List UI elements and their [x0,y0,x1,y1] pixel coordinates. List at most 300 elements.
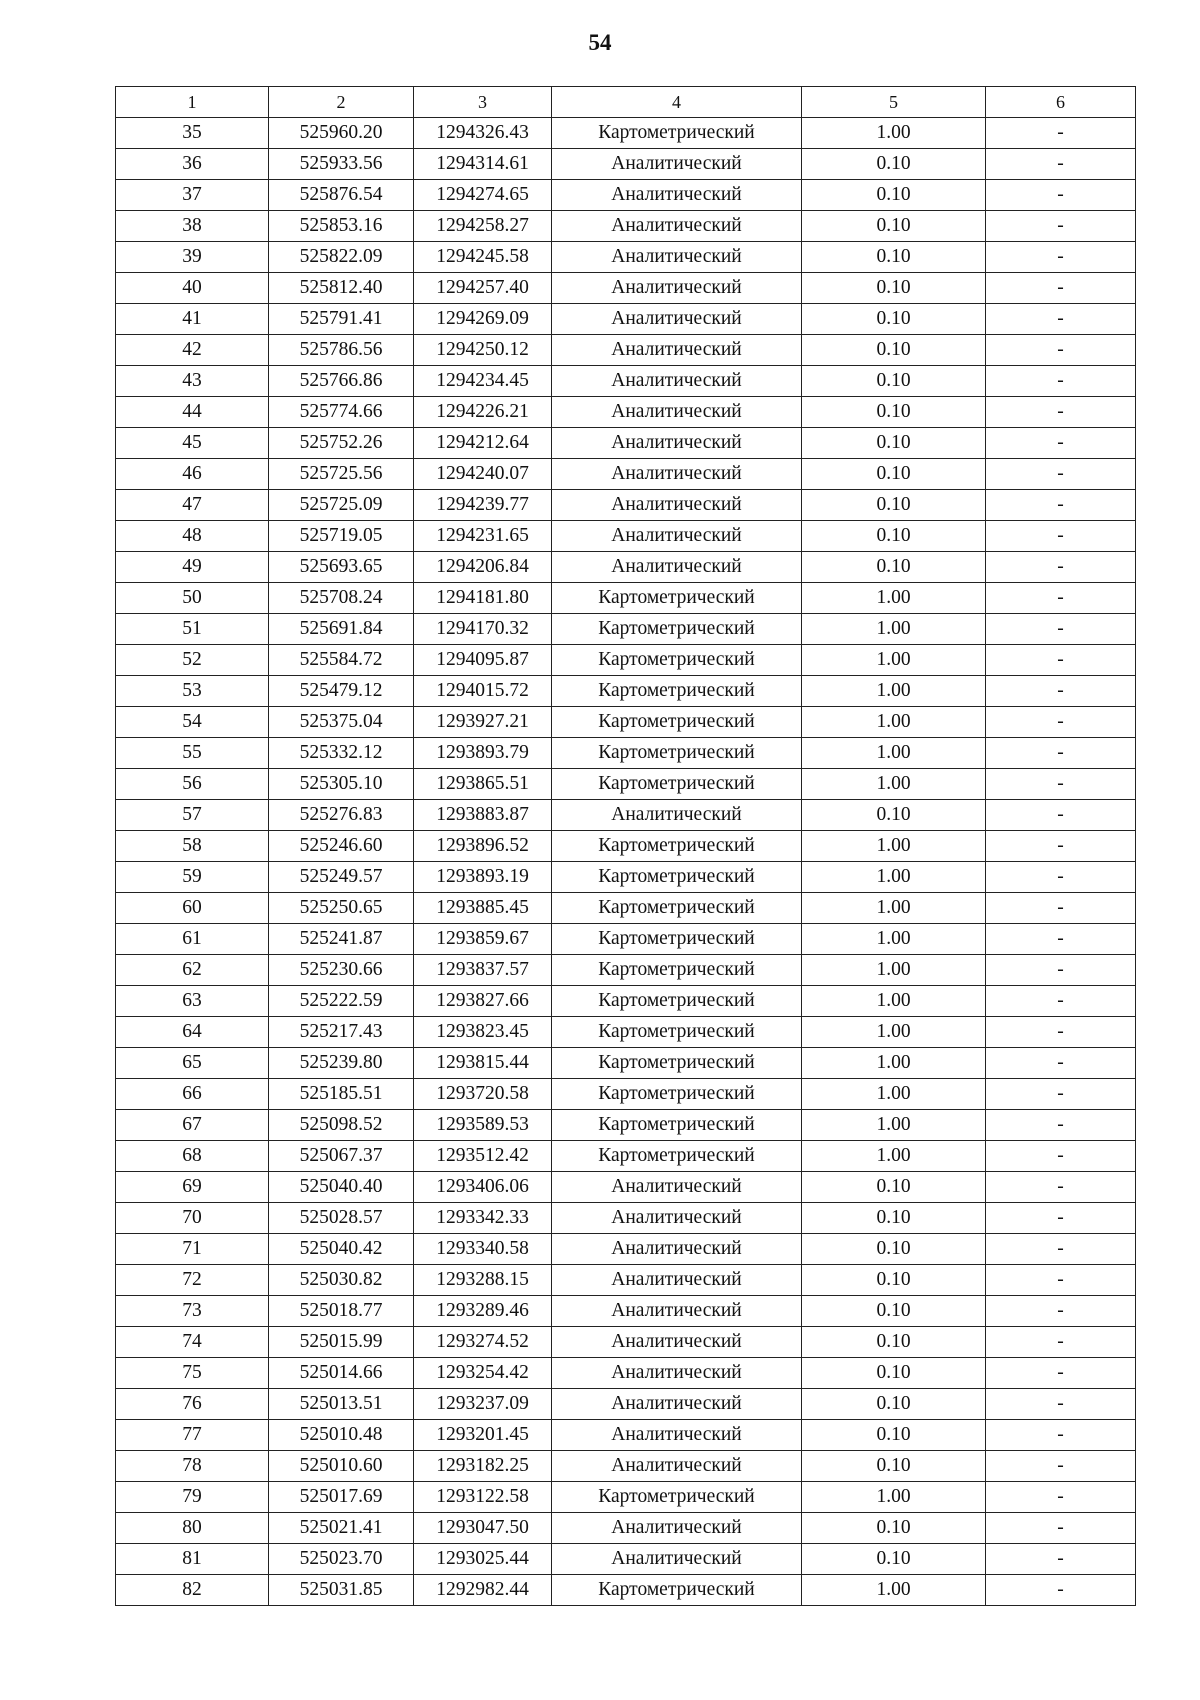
column-header-3: 3 [414,87,552,118]
point-number-cell: 56 [116,769,269,800]
point-number-cell: 46 [116,459,269,490]
x-coordinate-cell: 525030.82 [269,1265,414,1296]
method-cell: Аналитический [552,149,802,180]
x-coordinate-cell: 525375.04 [269,707,414,738]
table-row [116,862,1136,893]
accuracy-cell: 1.00 [802,676,986,707]
accuracy-cell: 0.10 [802,273,986,304]
x-coordinate-cell: 525241.87 [269,924,414,955]
x-coordinate-cell: 525708.24 [269,583,414,614]
accuracy-cell: 1.00 [802,645,986,676]
note-cell: - [986,366,1136,397]
note-cell: - [986,583,1136,614]
point-number-cell: 50 [116,583,269,614]
point-number-cell: 35 [116,118,269,149]
x-coordinate-cell: 525822.09 [269,242,414,273]
x-coordinate-cell: 525239.80 [269,1048,414,1079]
accuracy-cell: 0.10 [802,1265,986,1296]
note-cell: - [986,893,1136,924]
table-row [116,1358,1136,1389]
method-cell: Аналитический [552,211,802,242]
y-coordinate-cell: 1294250.12 [414,335,552,366]
x-coordinate-cell: 525246.60 [269,831,414,862]
method-cell: Аналитический [552,273,802,304]
point-number-cell: 45 [116,428,269,459]
accuracy-cell: 0.10 [802,459,986,490]
note-cell: - [986,1079,1136,1110]
y-coordinate-cell: 1293274.52 [414,1327,552,1358]
x-coordinate-cell: 525774.66 [269,397,414,428]
note-cell: - [986,335,1136,366]
y-coordinate-cell: 1293340.58 [414,1234,552,1265]
x-coordinate-cell: 525028.57 [269,1203,414,1234]
y-coordinate-cell: 1293896.52 [414,831,552,862]
x-coordinate-cell: 525098.52 [269,1110,414,1141]
x-coordinate-cell: 525786.56 [269,335,414,366]
note-cell: - [986,1203,1136,1234]
y-coordinate-cell: 1294314.61 [414,149,552,180]
accuracy-cell: 1.00 [802,893,986,924]
accuracy-cell: 0.10 [802,366,986,397]
method-cell: Картометрический [552,769,802,800]
point-number-cell: 82 [116,1575,269,1606]
point-number-cell: 64 [116,1017,269,1048]
point-number-cell: 36 [116,149,269,180]
x-coordinate-cell: 525018.77 [269,1296,414,1327]
note-cell: - [986,211,1136,242]
table-row [116,211,1136,242]
note-cell: - [986,1172,1136,1203]
x-coordinate-cell: 525812.40 [269,273,414,304]
method-cell: Картометрический [552,645,802,676]
note-cell: - [986,304,1136,335]
accuracy-cell: 0.10 [802,242,986,273]
y-coordinate-cell: 1293047.50 [414,1513,552,1544]
accuracy-cell: 1.00 [802,614,986,645]
y-coordinate-cell: 1294212.64 [414,428,552,459]
method-cell: Аналитический [552,459,802,490]
x-coordinate-cell: 525305.10 [269,769,414,800]
point-number-cell: 51 [116,614,269,645]
table-row [116,1079,1136,1110]
x-coordinate-cell: 525222.59 [269,986,414,1017]
method-cell: Аналитический [552,1203,802,1234]
x-coordinate-cell: 525017.69 [269,1482,414,1513]
page-number: 54 [588,30,612,55]
point-number-cell: 73 [116,1296,269,1327]
point-number-cell: 54 [116,707,269,738]
accuracy-cell: 1.00 [802,707,986,738]
column-header-2: 2 [269,87,414,118]
method-cell: Аналитический [552,521,802,552]
note-cell: - [986,676,1136,707]
x-coordinate-cell: 525479.12 [269,676,414,707]
table-row [116,273,1136,304]
note-cell: - [986,1513,1136,1544]
x-coordinate-cell: 525021.41 [269,1513,414,1544]
x-coordinate-cell: 525230.66 [269,955,414,986]
point-number-cell: 44 [116,397,269,428]
point-number-cell: 77 [116,1420,269,1451]
accuracy-cell: 1.00 [802,1017,986,1048]
note-cell: - [986,149,1136,180]
accuracy-cell: 1.00 [802,955,986,986]
x-coordinate-cell: 525691.84 [269,614,414,645]
accuracy-cell: 0.10 [802,1327,986,1358]
method-cell: Картометрический [552,1575,802,1606]
table-row [116,490,1136,521]
accuracy-cell: 0.10 [802,1544,986,1575]
accuracy-cell: 0.10 [802,180,986,211]
table-row [116,149,1136,180]
x-coordinate-cell: 525015.99 [269,1327,414,1358]
table-row [116,459,1136,490]
method-cell: Картометрический [552,118,802,149]
method-cell: Аналитический [552,366,802,397]
accuracy-cell: 0.10 [802,1358,986,1389]
table-row [116,1141,1136,1172]
x-coordinate-cell: 525031.85 [269,1575,414,1606]
y-coordinate-cell: 1293289.46 [414,1296,552,1327]
point-number-cell: 43 [116,366,269,397]
point-number-cell: 76 [116,1389,269,1420]
method-cell: Картометрический [552,893,802,924]
x-coordinate-cell: 525013.51 [269,1389,414,1420]
y-coordinate-cell: 1293837.57 [414,955,552,986]
point-number-cell: 74 [116,1327,269,1358]
y-coordinate-cell: 1293815.44 [414,1048,552,1079]
table-row [116,1389,1136,1420]
point-number-cell: 52 [116,645,269,676]
table-row [116,304,1136,335]
method-cell: Картометрический [552,831,802,862]
method-cell: Аналитический [552,1296,802,1327]
method-cell: Картометрический [552,1482,802,1513]
method-cell: Аналитический [552,1234,802,1265]
note-cell: - [986,955,1136,986]
y-coordinate-cell: 1294015.72 [414,676,552,707]
method-cell: Аналитический [552,1172,802,1203]
x-coordinate-cell: 525791.41 [269,304,414,335]
y-coordinate-cell: 1293254.42 [414,1358,552,1389]
point-number-cell: 62 [116,955,269,986]
table-row [116,1265,1136,1296]
table-row [116,1296,1136,1327]
x-coordinate-cell: 525010.48 [269,1420,414,1451]
note-cell: - [986,1575,1136,1606]
x-coordinate-cell: 525250.65 [269,893,414,924]
table-row [116,1172,1136,1203]
method-cell: Аналитический [552,1513,802,1544]
x-coordinate-cell: 525719.05 [269,521,414,552]
accuracy-cell: 0.10 [802,211,986,242]
table-row [116,1575,1136,1606]
x-coordinate-cell: 525217.43 [269,1017,414,1048]
accuracy-cell: 0.10 [802,1420,986,1451]
method-cell: Аналитический [552,397,802,428]
table-row [116,986,1136,1017]
accuracy-cell: 1.00 [802,1482,986,1513]
point-number-cell: 80 [116,1513,269,1544]
point-number-cell: 61 [116,924,269,955]
y-coordinate-cell: 1294257.40 [414,273,552,304]
method-cell: Аналитический [552,1451,802,1482]
column-header-1: 1 [116,87,269,118]
note-cell: - [986,769,1136,800]
x-coordinate-cell: 525584.72 [269,645,414,676]
accuracy-cell: 0.10 [802,552,986,583]
table-row [116,676,1136,707]
method-cell: Аналитический [552,180,802,211]
table-row [116,645,1136,676]
note-cell: - [986,1451,1136,1482]
x-coordinate-cell: 525752.26 [269,428,414,459]
y-coordinate-cell: 1294231.65 [414,521,552,552]
y-coordinate-cell: 1293201.45 [414,1420,552,1451]
y-coordinate-cell: 1294234.45 [414,366,552,397]
column-header-5: 5 [802,87,986,118]
method-cell: Аналитический [552,1327,802,1358]
method-cell: Картометрический [552,1048,802,1079]
x-coordinate-cell: 525876.54 [269,180,414,211]
accuracy-cell: 0.10 [802,1296,986,1327]
point-number-cell: 49 [116,552,269,583]
accuracy-cell: 1.00 [802,118,986,149]
point-number-cell: 53 [116,676,269,707]
method-cell: Картометрический [552,924,802,955]
note-cell: - [986,1482,1136,1513]
note-cell: - [986,1234,1136,1265]
note-cell: - [986,1544,1136,1575]
accuracy-cell: 1.00 [802,986,986,1017]
point-number-cell: 48 [116,521,269,552]
note-cell: - [986,397,1136,428]
table-row [116,614,1136,645]
table-row [116,707,1136,738]
table-row [116,583,1136,614]
table-row [116,955,1136,986]
note-cell: - [986,1110,1136,1141]
x-coordinate-cell: 525023.70 [269,1544,414,1575]
note-cell: - [986,645,1136,676]
y-coordinate-cell: 1293827.66 [414,986,552,1017]
point-number-cell: 38 [116,211,269,242]
accuracy-cell: 0.10 [802,1513,986,1544]
point-number-cell: 63 [116,986,269,1017]
y-coordinate-cell: 1294258.27 [414,211,552,242]
y-coordinate-cell: 1293406.06 [414,1172,552,1203]
accuracy-cell: 0.10 [802,1234,986,1265]
note-cell: - [986,831,1136,862]
y-coordinate-cell: 1293237.09 [414,1389,552,1420]
point-number-cell: 42 [116,335,269,366]
note-cell: - [986,738,1136,769]
method-cell: Картометрический [552,583,802,614]
method-cell: Аналитический [552,1389,802,1420]
accuracy-cell: 1.00 [802,862,986,893]
note-cell: - [986,1017,1136,1048]
note-cell: - [986,273,1136,304]
x-coordinate-cell: 525249.57 [269,862,414,893]
y-coordinate-cell: 1294206.84 [414,552,552,583]
note-cell: - [986,1358,1136,1389]
y-coordinate-cell: 1292982.44 [414,1575,552,1606]
note-cell: - [986,1296,1136,1327]
y-coordinate-cell: 1293342.33 [414,1203,552,1234]
y-coordinate-cell: 1293288.15 [414,1265,552,1296]
table-row [116,831,1136,862]
note-cell: - [986,180,1136,211]
table-row [116,1513,1136,1544]
y-coordinate-cell: 1293859.67 [414,924,552,955]
table-row [116,1327,1136,1358]
table-row [116,769,1136,800]
x-coordinate-cell: 525693.65 [269,552,414,583]
table-row [116,366,1136,397]
y-coordinate-cell: 1294095.87 [414,645,552,676]
x-coordinate-cell: 525185.51 [269,1079,414,1110]
point-number-cell: 81 [116,1544,269,1575]
y-coordinate-cell: 1293720.58 [414,1079,552,1110]
x-coordinate-cell: 525853.16 [269,211,414,242]
accuracy-cell: 1.00 [802,583,986,614]
point-number-cell: 57 [116,800,269,831]
table-row [116,1544,1136,1575]
y-coordinate-cell: 1294274.65 [414,180,552,211]
method-cell: Картометрический [552,614,802,645]
point-number-cell: 67 [116,1110,269,1141]
y-coordinate-cell: 1293885.45 [414,893,552,924]
note-cell: - [986,862,1136,893]
point-number-cell: 37 [116,180,269,211]
method-cell: Картометрический [552,1141,802,1172]
table-header-row [116,87,1136,118]
note-cell: - [986,428,1136,459]
method-cell: Аналитический [552,1544,802,1575]
y-coordinate-cell: 1294181.80 [414,583,552,614]
point-number-cell: 68 [116,1141,269,1172]
accuracy-cell: 1.00 [802,769,986,800]
accuracy-cell: 1.00 [802,1575,986,1606]
note-cell: - [986,490,1136,521]
table-row [116,1017,1136,1048]
note-cell: - [986,552,1136,583]
y-coordinate-cell: 1294326.43 [414,118,552,149]
x-coordinate-cell: 525067.37 [269,1141,414,1172]
y-coordinate-cell: 1294245.58 [414,242,552,273]
coordinates-table [115,86,1136,1606]
table-body [116,118,1136,1606]
point-number-cell: 69 [116,1172,269,1203]
y-coordinate-cell: 1294226.21 [414,397,552,428]
table-row [116,521,1136,552]
method-cell: Картометрический [552,986,802,1017]
method-cell: Аналитический [552,428,802,459]
method-cell: Аналитический [552,1358,802,1389]
y-coordinate-cell: 1294240.07 [414,459,552,490]
method-cell: Аналитический [552,1420,802,1451]
point-number-cell: 78 [116,1451,269,1482]
accuracy-cell: 0.10 [802,335,986,366]
accuracy-cell: 0.10 [802,397,986,428]
accuracy-cell: 1.00 [802,1079,986,1110]
accuracy-cell: 0.10 [802,428,986,459]
table-row [116,924,1136,955]
x-coordinate-cell: 525014.66 [269,1358,414,1389]
x-coordinate-cell: 525960.20 [269,118,414,149]
point-number-cell: 70 [116,1203,269,1234]
point-number-cell: 72 [116,1265,269,1296]
y-coordinate-cell: 1293122.58 [414,1482,552,1513]
accuracy-cell: 1.00 [802,738,986,769]
point-number-cell: 58 [116,831,269,862]
method-cell: Аналитический [552,304,802,335]
table-row [116,397,1136,428]
note-cell: - [986,1420,1136,1451]
point-number-cell: 60 [116,893,269,924]
x-coordinate-cell: 525276.83 [269,800,414,831]
point-number-cell: 75 [116,1358,269,1389]
table-row [116,1110,1136,1141]
accuracy-cell: 0.10 [802,304,986,335]
y-coordinate-cell: 1293893.79 [414,738,552,769]
method-cell: Картометрический [552,738,802,769]
method-cell: Картометрический [552,1017,802,1048]
x-coordinate-cell: 525725.09 [269,490,414,521]
table-row [116,1420,1136,1451]
x-coordinate-cell: 525010.60 [269,1451,414,1482]
accuracy-cell: 0.10 [802,1203,986,1234]
point-number-cell: 66 [116,1079,269,1110]
point-number-cell: 39 [116,242,269,273]
method-cell: Картометрический [552,707,802,738]
table-row [116,800,1136,831]
method-cell: Картометрический [552,1110,802,1141]
note-cell: - [986,800,1136,831]
accuracy-cell: 1.00 [802,831,986,862]
x-coordinate-cell: 525040.40 [269,1172,414,1203]
method-cell: Аналитический [552,552,802,583]
method-cell: Картометрический [552,862,802,893]
table-row [116,738,1136,769]
note-cell: - [986,986,1136,1017]
y-coordinate-cell: 1294239.77 [414,490,552,521]
point-number-cell: 79 [116,1482,269,1513]
note-cell: - [986,924,1136,955]
point-number-cell: 47 [116,490,269,521]
y-coordinate-cell: 1293182.25 [414,1451,552,1482]
y-coordinate-cell: 1294170.32 [414,614,552,645]
table-row [116,1482,1136,1513]
accuracy-cell: 0.10 [802,521,986,552]
table-row [116,180,1136,211]
note-cell: - [986,707,1136,738]
accuracy-cell: 1.00 [802,924,986,955]
point-number-cell: 65 [116,1048,269,1079]
table-row [116,1203,1136,1234]
table-row [116,428,1136,459]
note-cell: - [986,1265,1136,1296]
accuracy-cell: 0.10 [802,490,986,521]
note-cell: - [986,1389,1136,1420]
accuracy-cell: 1.00 [802,1110,986,1141]
note-cell: - [986,459,1136,490]
y-coordinate-cell: 1293512.42 [414,1141,552,1172]
y-coordinate-cell: 1293025.44 [414,1544,552,1575]
method-cell: Аналитический [552,242,802,273]
method-cell: Картометрический [552,955,802,986]
accuracy-cell: 0.10 [802,800,986,831]
